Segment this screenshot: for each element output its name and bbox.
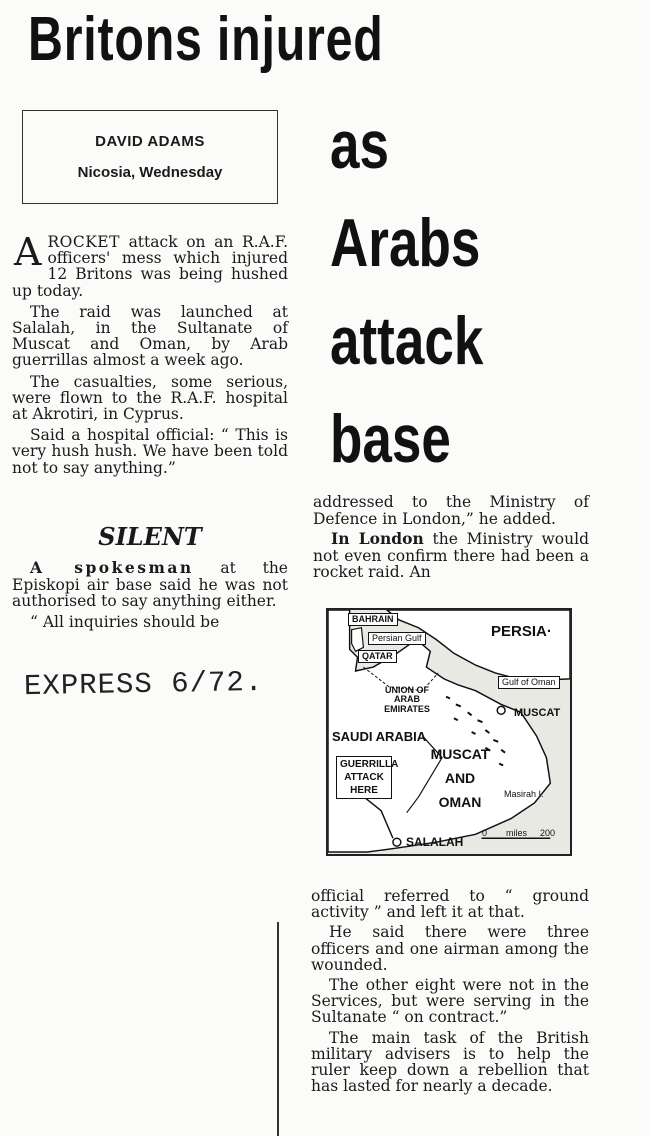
map-scale-label: miles (506, 828, 528, 838)
article-column-3 (311, 888, 589, 1098)
muscat-dot (497, 706, 505, 714)
article-paragraph (313, 531, 589, 581)
article-paragraph (12, 560, 288, 610)
map-label-masirah: Masirah I. (504, 789, 544, 799)
article-paragraph: addressed to the Ministry of Defence in London,” he added. (313, 493, 589, 528)
map-label-saudi-arabia: SAUDI ARABIA (332, 729, 427, 744)
article-paragraph: Said a hospital official: “ This is very hush hush. We have been told not to say anything.” (12, 426, 288, 477)
salalah-dot (393, 838, 401, 846)
headline-word-as: as (330, 107, 389, 183)
map-scale-zero: 0 (482, 828, 488, 838)
drop-cap: A (14, 230, 42, 274)
article-column-2 (313, 494, 589, 585)
article-paragraph: “ All inquiries should be (30, 612, 220, 631)
subheading: SILENT (98, 522, 202, 551)
headline-word-arabs: Arabs (330, 205, 481, 281)
map-label-gulf-of-oman: Gulf of Oman (498, 676, 560, 689)
land-qatar (352, 628, 364, 652)
article-paragraph: The raid was launched at Salalah, in the Sultanate of Muscat and Oman, by Arab guerrillas almost a week ago. (12, 302, 288, 370)
article-paragraph (12, 230, 288, 300)
map-label-persian-gulf: Persian Gulf (368, 632, 426, 645)
article-paragraph: The other eight were not in the Services, but were serving in the Sultanate “ on contract.” (311, 976, 589, 1027)
headline-continued (330, 96, 630, 488)
byline-dateline: Nicosia, Wednesday (77, 164, 223, 181)
map-figure (326, 608, 572, 856)
column-rule (277, 922, 279, 1136)
article-paragraph: The main task of the British military advisers is to help the ruler keep down a rebellion that has lasted for nearly a decade. (311, 1028, 589, 1096)
paragraph-text: the Ministry would not even confirm there had been a rocket raid. An (313, 530, 589, 581)
headline-word-attack: attack (330, 303, 484, 379)
map-label-muscat: MUSCAT (514, 707, 561, 719)
article-column-1 (12, 230, 288, 481)
lead-in: A spokesman (30, 558, 194, 577)
article-paragraph: The casualties, some serious, were flown to the R.A.F. hospital at Akrotiri, in Cyprus. (12, 372, 288, 424)
map-scale-max: 200 (540, 828, 556, 838)
lead-in: In London (331, 529, 424, 548)
headline-word-base: base (330, 401, 451, 477)
map-label-muscat-and-oman: MUSCAT AND OMAN (430, 746, 490, 810)
map-label-persia: PERSIA· (491, 623, 552, 640)
byline-box (22, 110, 278, 204)
byline-author: DAVID ADAMS (95, 133, 205, 150)
handwritten-source-note: EXPRESS 6/72. (23, 665, 264, 704)
article-paragraph: official referred to “ ground activity ” and left it at that. (311, 887, 589, 922)
paragraph-text: at the Episkopi air base said he was not authorised to say anything either. (12, 559, 288, 610)
article-column-1-continued (12, 560, 288, 634)
article-paragraph: He said there were three officers and one airman among the wounded. (311, 923, 589, 974)
map-label-bahrain: BAHRAIN (348, 613, 398, 626)
map-label-uae: UNION OF ARAB EMIRATES (384, 685, 430, 714)
map-label-qatar: QATAR (358, 650, 397, 663)
map-label-salalah: SALALAH (406, 835, 464, 849)
map-label-attack-here: GUERRILLA ATTACK HERE (336, 756, 392, 799)
paragraph-text: attack on an R.A.F. officers' mess which injured 12 Britons was being hushed up today. (12, 233, 288, 300)
headline-main: Britons injured (28, 5, 384, 74)
lead-caps: ROCKET (47, 233, 120, 251)
